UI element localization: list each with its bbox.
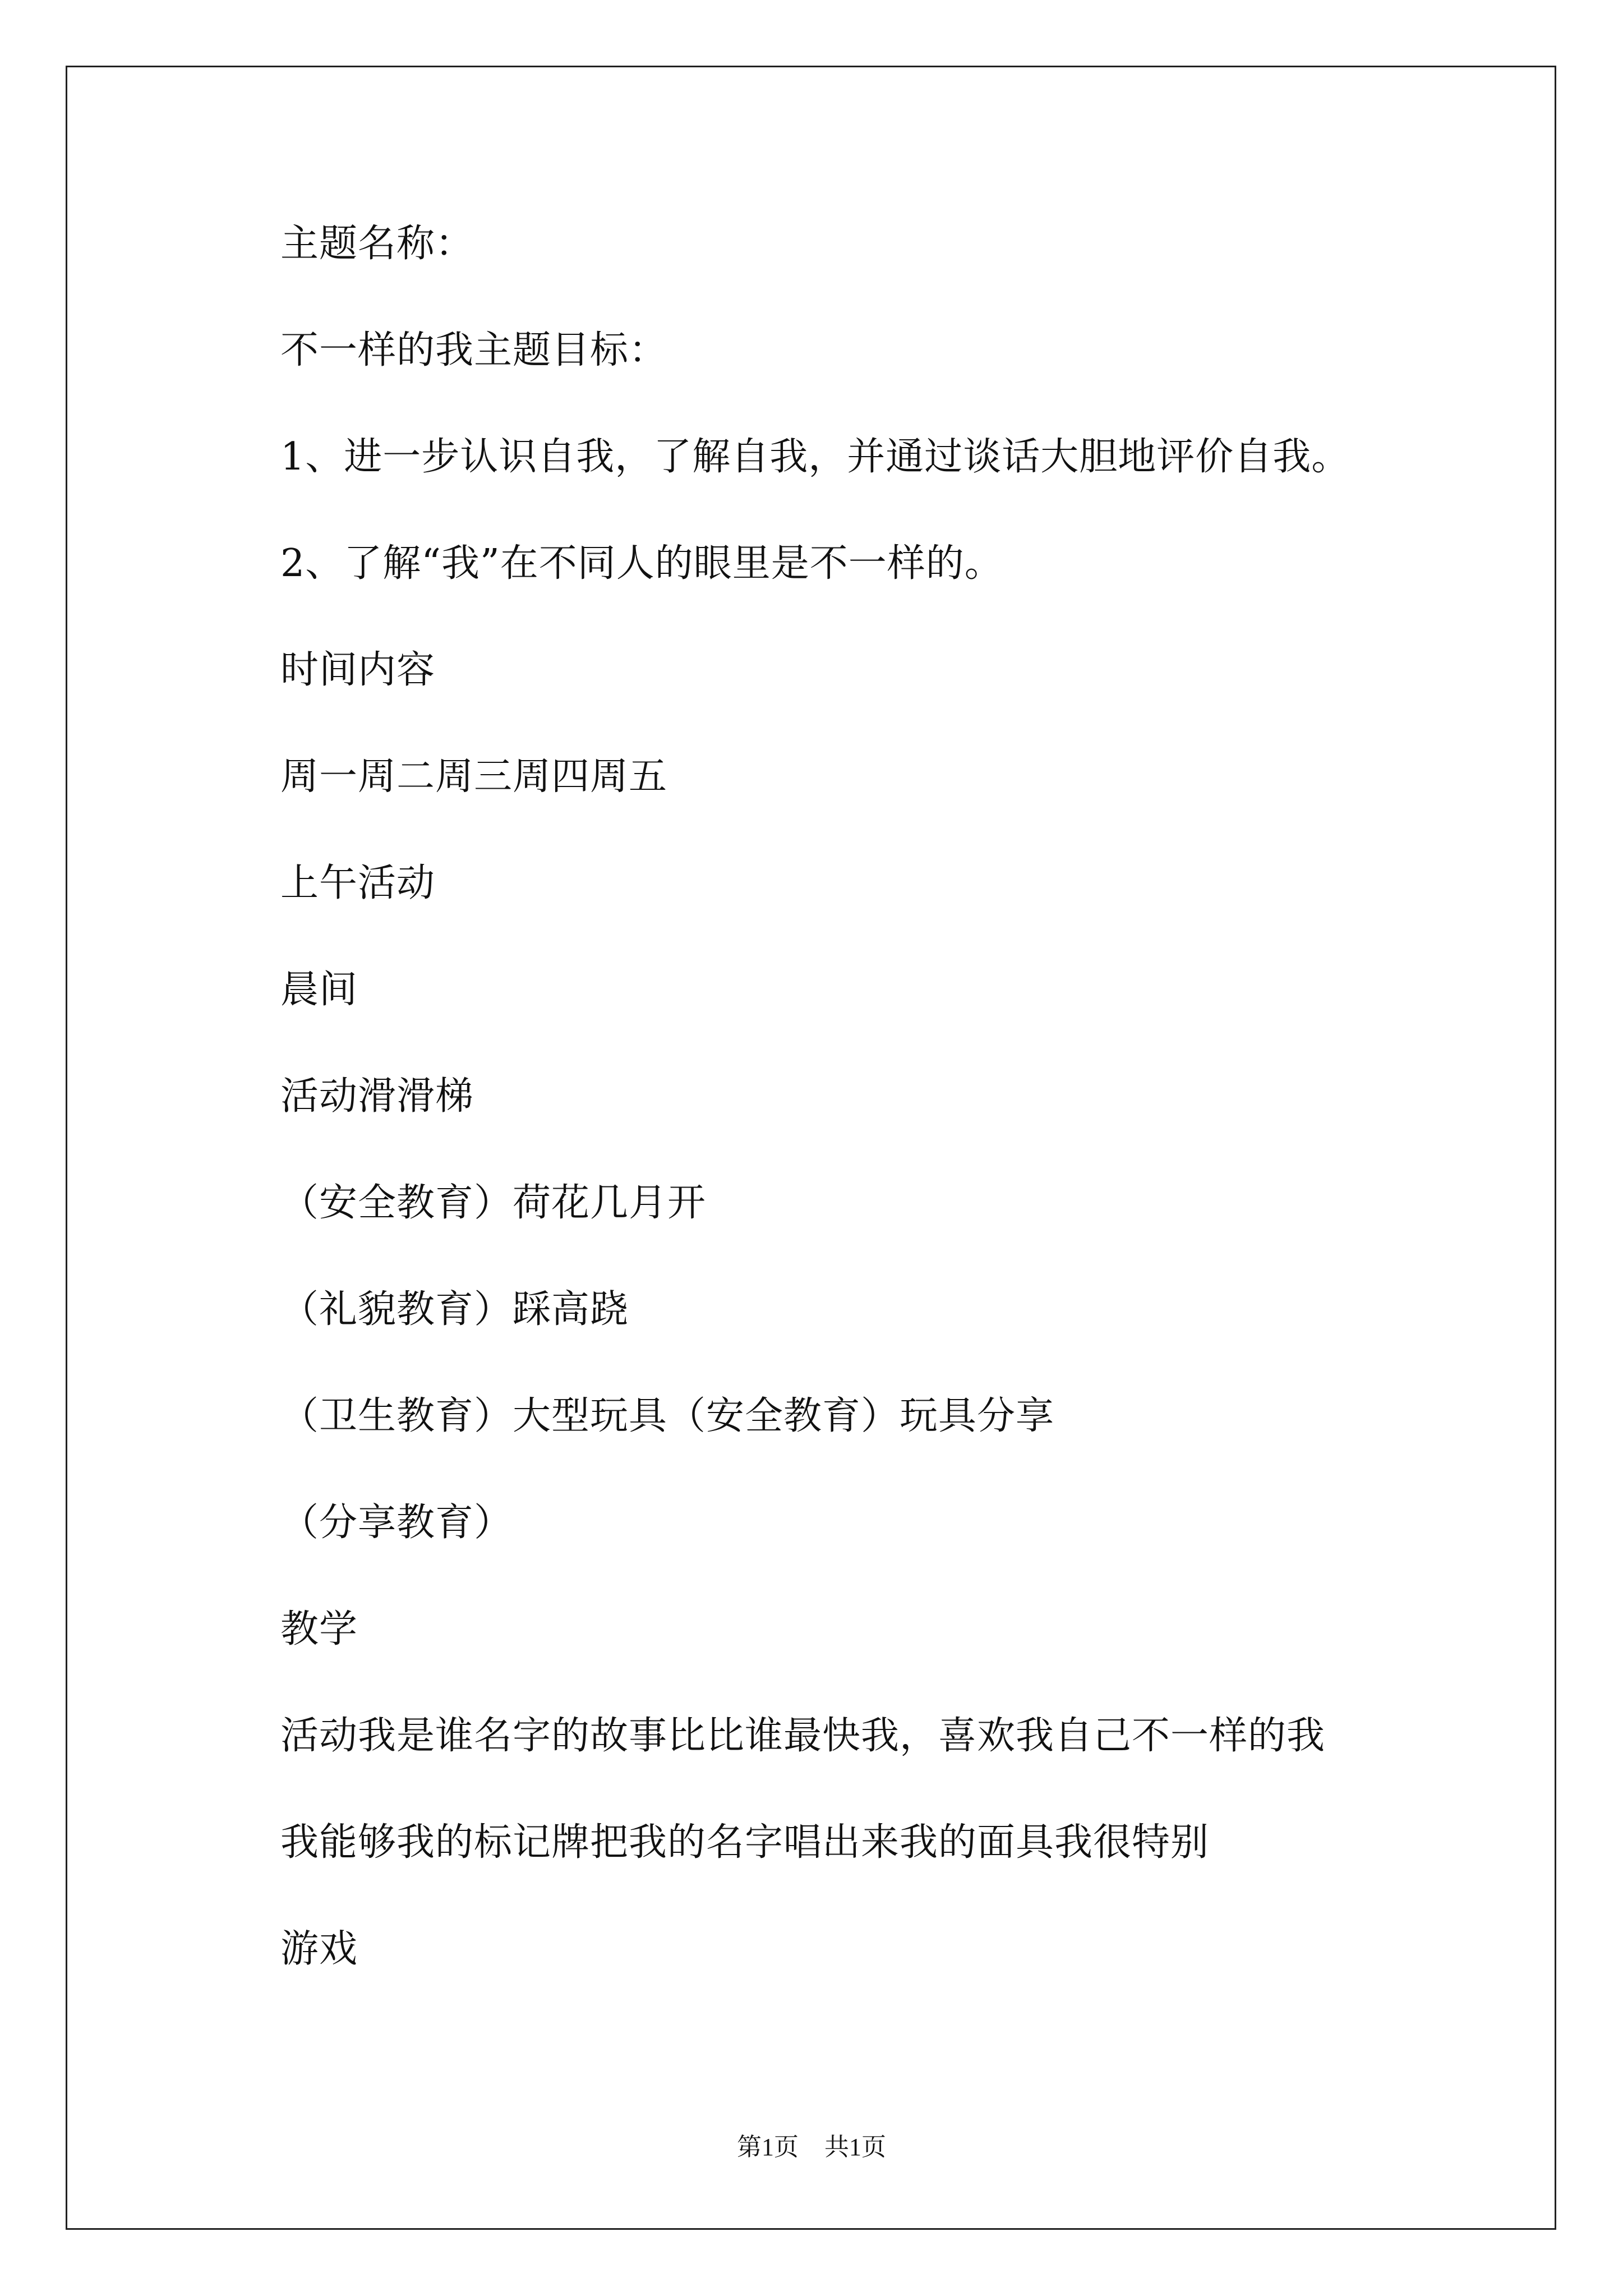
doc-line-safety-education: （安全教育）荷花几月开 bbox=[280, 1181, 707, 1225]
doc-line-teaching: 教学 bbox=[280, 1607, 358, 1651]
doc-line-weekdays: 周一周二周三周四周五 bbox=[280, 754, 668, 799]
doc-line-theme-name: 主题名称： bbox=[280, 222, 474, 266]
document-body bbox=[280, 222, 1458, 2033]
doc-line-sharing-education: （分享教育） bbox=[280, 1501, 513, 1545]
doc-line-morning: 晨间 bbox=[280, 968, 358, 1012]
doc-line-manners-education: （礼貌教育）踩高跷 bbox=[280, 1287, 629, 1332]
page-number-current: 第1页 bbox=[737, 2133, 799, 2161]
doc-line-activity-slide: 活动滑滑梯 bbox=[280, 1074, 474, 1119]
doc-line-morning-activity: 上午活动 bbox=[280, 861, 436, 905]
page-number-total: 共1页 bbox=[824, 2133, 886, 2161]
doc-line-hygiene-education: （卫生教育）大型玩具（安全教育）玩具分享 bbox=[280, 1394, 1055, 1438]
page-footer bbox=[0, 2132, 1623, 2163]
doc-line-goal-1: 1、进一步认识自我，了解自我，并通过谈话大胆地评价自我。 bbox=[280, 435, 1350, 479]
doc-line-theme-goal: 不一样的我主题目标： bbox=[280, 328, 668, 372]
doc-line-activity-who-am-i: 活动我是谁名字的故事比比谁最快我，喜欢我自己不一样的我 bbox=[280, 1714, 1326, 1758]
doc-line-games: 游戏 bbox=[280, 1927, 358, 1971]
doc-line-i-can: 我能够我的标记牌把我的名字唱出来我的面具我很特别 bbox=[280, 1820, 1210, 1865]
doc-line-time-content: 时间内容 bbox=[280, 648, 436, 692]
doc-line-goal-2: 2、了解“我”在不同人的眼里是不一样的。 bbox=[280, 541, 1003, 586]
